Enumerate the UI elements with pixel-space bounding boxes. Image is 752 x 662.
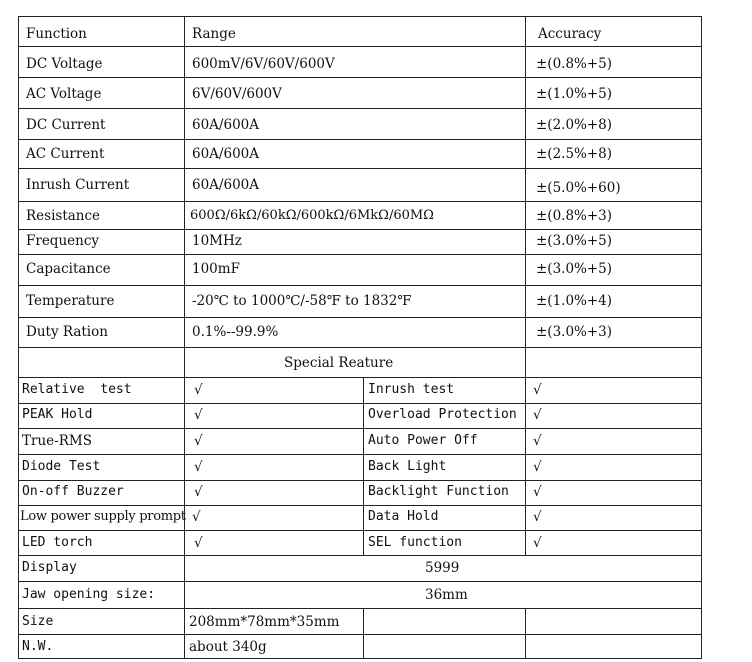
feature-label: Diode Test	[22, 459, 101, 474]
feature-label: True-RMS	[22, 433, 92, 449]
spec-function: DC Voltage	[26, 56, 103, 72]
special-feature-title: Special Reature	[284, 355, 394, 371]
size-label: Size	[22, 614, 54, 629]
spec-function: Capacitance	[26, 261, 111, 277]
spec-accuracy: ±(0.8%+3)	[536, 208, 613, 224]
check-icon: √	[533, 459, 542, 475]
feature-label: Backlight Function	[368, 484, 509, 499]
feature-label: SEL function	[368, 535, 462, 550]
divider	[18, 77, 702, 78]
divider	[18, 108, 702, 109]
feature-label: Overload Protection	[368, 407, 517, 422]
feature-label: LED torch	[22, 535, 93, 550]
spec-accuracy: ±(0.8%+5)	[536, 56, 613, 72]
check-icon: √	[533, 484, 542, 500]
divider	[18, 46, 702, 47]
divider	[18, 201, 702, 202]
divider	[18, 530, 702, 531]
spec-range: 6V/60V/600V	[192, 86, 282, 102]
divider	[18, 608, 702, 609]
header-function: Function	[26, 26, 87, 42]
divider	[18, 581, 702, 582]
jaw-value: 36mm	[425, 587, 468, 603]
check-icon: √	[533, 407, 542, 423]
divider	[18, 139, 702, 140]
spec-range: 10MHz	[192, 233, 242, 249]
table-border-top	[18, 16, 702, 17]
table-border-left	[18, 16, 19, 659]
check-icon: √	[192, 509, 201, 525]
spec-function: Frequency	[26, 233, 100, 249]
check-icon: √	[194, 459, 203, 475]
divider	[18, 505, 702, 506]
divider	[18, 229, 702, 230]
divider	[18, 454, 702, 455]
spec-range: -20℃ to 1000℃/-58℉ to 1832℉	[192, 293, 412, 309]
spec-accuracy: ±(3.0%+5)	[536, 261, 613, 277]
spec-function: AC Voltage	[26, 86, 102, 102]
spec-accuracy: ±(1.0%+4)	[536, 293, 613, 309]
table-border-bottom	[18, 658, 702, 659]
nw-value: about 340g	[189, 639, 267, 655]
spec-range: 60A/600A	[192, 146, 259, 162]
spec-function: Resistance	[26, 208, 101, 224]
header-range: Range	[192, 26, 236, 42]
spec-function: DC Current	[26, 117, 106, 133]
spec-accuracy: ±(5.0%+60)	[536, 180, 621, 196]
check-icon: √	[533, 382, 542, 398]
spec-function: Temperature	[26, 293, 115, 309]
display-value: 5999	[425, 560, 460, 576]
check-icon: √	[194, 382, 203, 398]
feature-label: On-off Buzzer	[22, 484, 124, 499]
divider	[18, 480, 702, 481]
divider	[18, 377, 702, 378]
divider	[525, 16, 526, 377]
check-icon: √	[194, 407, 203, 423]
feature-label: Data Hold	[368, 509, 439, 524]
divider	[18, 168, 702, 169]
divider	[18, 317, 702, 318]
feature-label: PEAK Hold	[22, 407, 93, 422]
spec-accuracy: ±(2.5%+8)	[536, 146, 613, 162]
spec-range: 60A/600A	[192, 177, 259, 193]
feature-label: Relative test	[22, 382, 132, 397]
feature-label: Back Light	[368, 459, 447, 474]
divider	[18, 634, 702, 635]
header-accuracy: Accuracy	[538, 26, 602, 42]
divider	[18, 555, 702, 556]
spec-function: AC Current	[26, 146, 105, 162]
check-icon: √	[533, 535, 542, 551]
check-icon: √	[194, 484, 203, 500]
feature-label: Low power supply prompt	[20, 509, 186, 524]
nw-label: N.W.	[22, 639, 54, 654]
spec-function: Duty Ration	[26, 324, 108, 340]
size-value: 208mm*78mm*35mm	[189, 614, 340, 630]
spec-accuracy: ±(3.0%+5)	[536, 233, 613, 249]
spec-accuracy: ±(1.0%+5)	[536, 86, 613, 102]
divider	[18, 254, 702, 255]
divider	[18, 347, 702, 348]
feature-label: Auto Power Off	[368, 433, 478, 448]
spec-accuracy: ±(2.0%+8)	[536, 117, 613, 133]
spec-accuracy: ±(3.0%+3)	[536, 324, 613, 340]
divider	[184, 16, 185, 659]
divider	[18, 285, 702, 286]
table-border-right	[701, 16, 702, 659]
spec-range: 0.1%--99.9%	[192, 324, 279, 340]
spec-range: 60A/600A	[192, 117, 259, 133]
check-icon: √	[533, 433, 542, 449]
spec-function: Inrush Current	[26, 177, 130, 193]
jaw-label: Jaw opening size:	[22, 587, 156, 602]
feature-label: Inrush test	[368, 382, 455, 397]
spec-range: 600Ω/6kΩ/60kΩ/600kΩ/6MkΩ/60MΩ	[190, 208, 434, 223]
display-label: Display	[22, 560, 77, 575]
divider	[18, 428, 702, 429]
spec-range: 600mV/6V/60V/600V	[192, 56, 335, 72]
divider	[18, 403, 702, 404]
check-icon: √	[533, 509, 542, 525]
check-icon: √	[194, 433, 203, 449]
check-icon: √	[194, 535, 203, 551]
spec-range: 100mF	[192, 261, 240, 277]
